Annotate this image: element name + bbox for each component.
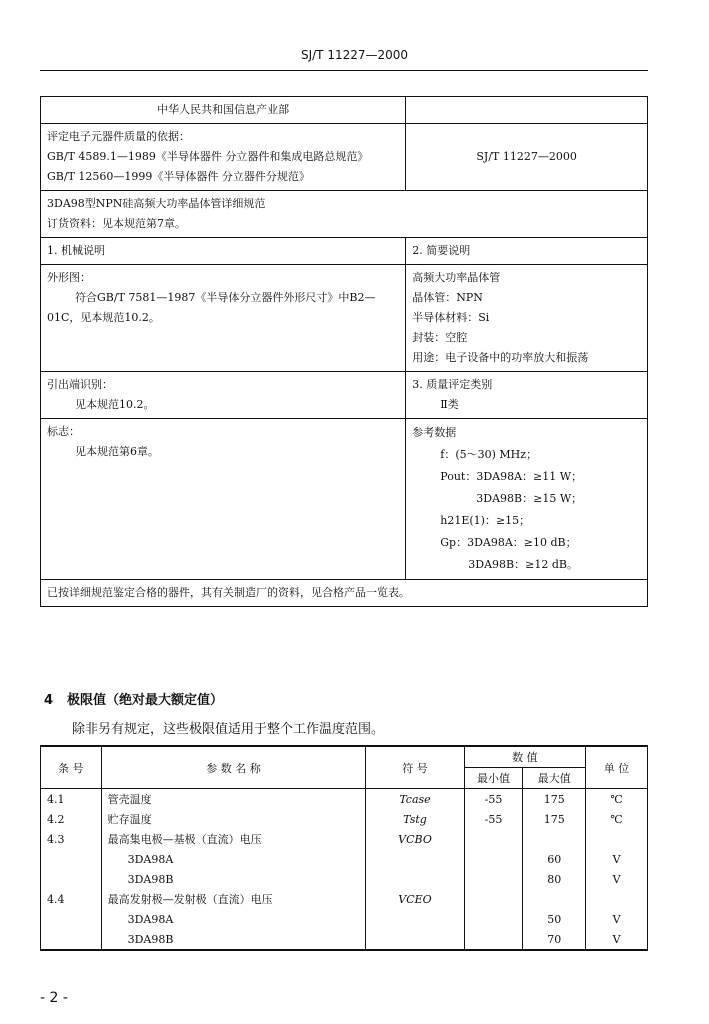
ref-pout-b: 3DA98B：≥15 W； bbox=[476, 492, 583, 505]
row-max bbox=[523, 829, 586, 849]
outline-text: 符合GB/T 7581—1987《半导体分立器件外形尺寸》中B2—01C，见本规范10.2。 bbox=[47, 291, 376, 324]
row-max: 80 bbox=[523, 869, 586, 889]
table-row bbox=[41, 909, 648, 929]
ref-h21: h21E(1)：≥15； bbox=[440, 514, 531, 527]
brief-line-4: 封装：空腔 bbox=[412, 331, 468, 344]
row-max: 175 bbox=[523, 809, 586, 829]
row-min bbox=[464, 929, 523, 950]
title-cell bbox=[41, 191, 648, 238]
row-symbol: VCEO bbox=[366, 889, 464, 909]
brief-line-1: 高频大功率晶体管 bbox=[412, 271, 501, 284]
lead-text: 见本规范10.2。 bbox=[75, 398, 155, 411]
row-param: 3DA98A bbox=[101, 849, 366, 869]
reference-cell bbox=[406, 419, 648, 580]
ministry-name: 中华人民共和国信息产业部 bbox=[157, 103, 290, 116]
basis-title: 评定电子元器件质量的依据： bbox=[47, 130, 190, 143]
brief-line-2: 晶体管：NPN bbox=[412, 291, 483, 304]
row-symbol bbox=[366, 929, 464, 950]
row-symbol bbox=[366, 909, 464, 929]
table-row bbox=[41, 809, 648, 829]
row-item: 4.3 bbox=[41, 829, 102, 849]
row-item bbox=[41, 929, 102, 950]
ref-gp-b: 3DA98B：≥12 dB。 bbox=[468, 558, 578, 571]
spec-summary-table bbox=[40, 96, 648, 607]
row-min bbox=[464, 869, 523, 889]
row-min bbox=[464, 909, 523, 929]
ordering-info: 订货资料：见本规范第7章。 bbox=[47, 217, 186, 230]
footer-note-cell bbox=[41, 580, 648, 607]
section-4-intro: 除非另有规定，这些极限值适用于整个工作温度范围。 bbox=[72, 722, 385, 737]
ref-pout-a: Pout：3DA98A：≥11 W； bbox=[440, 470, 583, 483]
brief-cell bbox=[406, 265, 648, 372]
row-max: 60 bbox=[523, 849, 586, 869]
row-param: 最高发射极—发射极（直流）电压 bbox=[101, 889, 366, 909]
marking-cell bbox=[41, 419, 406, 580]
row-symbol: Tstg bbox=[366, 809, 464, 829]
outline-cell bbox=[41, 265, 406, 372]
quality-cell bbox=[406, 372, 648, 419]
row-param: 3DA98B bbox=[101, 869, 366, 889]
row-max: 70 bbox=[523, 929, 586, 950]
row-unit bbox=[586, 889, 648, 909]
row-item: 4.2 bbox=[41, 809, 102, 829]
row-item bbox=[41, 909, 102, 929]
header-min: 最小值 bbox=[464, 768, 523, 789]
header-unit: 单 位 bbox=[586, 746, 648, 789]
header-item: 条 号 bbox=[41, 746, 102, 789]
row-unit: ℃ bbox=[586, 789, 648, 810]
row-item: 4.1 bbox=[41, 789, 102, 810]
table-row bbox=[41, 929, 648, 950]
row-max: 175 bbox=[523, 789, 586, 810]
header-rule bbox=[40, 70, 648, 71]
header-value: 数 值 bbox=[464, 746, 586, 768]
row-param: 管壳温度 bbox=[101, 789, 366, 810]
header-param: 参 数 名 称 bbox=[101, 746, 366, 789]
row-min bbox=[464, 829, 523, 849]
doc-number: SJ/T 11227—2000 bbox=[476, 150, 577, 163]
row-min: -55 bbox=[464, 809, 523, 829]
row-param: 3DA98B bbox=[101, 929, 366, 950]
footer-note: 已按详细规范鉴定合格的器件，其有关制造厂的资料，见合格产品一览表。 bbox=[47, 586, 410, 599]
table-row bbox=[41, 889, 648, 909]
ref-frequency: f：(5～30) MHz； bbox=[440, 448, 538, 461]
row-param: 贮存温度 bbox=[101, 809, 366, 829]
row-unit: ℃ bbox=[586, 809, 648, 829]
row-min bbox=[464, 889, 523, 909]
header-max: 最大值 bbox=[523, 768, 586, 789]
ministry-cell bbox=[41, 97, 406, 124]
row-symbol: Tcase bbox=[366, 789, 464, 810]
page-header: SJ/T 11227—2000 bbox=[300, 48, 409, 62]
row-symbol bbox=[366, 869, 464, 889]
row-param: 3DA98A bbox=[101, 909, 366, 929]
limits-table bbox=[40, 745, 648, 951]
row-unit bbox=[586, 829, 648, 849]
row-max: 50 bbox=[523, 909, 586, 929]
header-symbol: 符 号 bbox=[366, 746, 464, 789]
marking-text: 见本规范第6章。 bbox=[75, 445, 159, 458]
row-item bbox=[41, 849, 102, 869]
lead-cell bbox=[41, 372, 406, 419]
row-max bbox=[523, 889, 586, 909]
row-param: 最高集电极—基极（直流）电压 bbox=[101, 829, 366, 849]
spec-title: 3DA98型NPN硅高频大功率晶体管详细规范 bbox=[47, 197, 266, 210]
table-row bbox=[41, 869, 648, 889]
row-min bbox=[464, 849, 523, 869]
section-number: 4 bbox=[44, 693, 54, 708]
empty-cell bbox=[406, 97, 648, 124]
row-unit: V bbox=[586, 929, 648, 950]
row-unit: V bbox=[586, 849, 648, 869]
table-row bbox=[41, 849, 648, 869]
doc-number-cell bbox=[406, 124, 648, 191]
row-unit: V bbox=[586, 909, 648, 929]
table-row bbox=[41, 789, 648, 810]
brief-heading: 2. 简要说明 bbox=[412, 244, 471, 257]
brief-line-5: 用途：电子设备中的功率放大和振荡 bbox=[412, 351, 589, 364]
outline-label: 外形图： bbox=[47, 271, 91, 284]
brief-line-3: 半导体材料：Si bbox=[412, 311, 490, 324]
row-item: 4.4 bbox=[41, 889, 102, 909]
brief-heading-cell bbox=[406, 238, 648, 265]
row-item bbox=[41, 869, 102, 889]
basis-gb12560: GB/T 12560—1999《半导体器件 分立器件分规范》 bbox=[47, 170, 310, 183]
section-title: 极限值（绝对最大额定值） bbox=[67, 693, 224, 708]
mechanical-heading: 1. 机械说明 bbox=[47, 244, 105, 257]
marking-label: 标志： bbox=[47, 425, 80, 438]
table-row bbox=[41, 829, 648, 849]
row-symbol: VCBO bbox=[366, 829, 464, 849]
mechanical-heading-cell bbox=[41, 238, 406, 265]
quality-value: Ⅱ类 bbox=[440, 398, 459, 411]
lead-label: 引出端识别： bbox=[47, 378, 113, 391]
page-number: - 2 - bbox=[40, 990, 68, 1006]
ref-gp-a: Gp：3DA98A：≥10 dB； bbox=[440, 536, 577, 549]
basis-gb4589: GB/T 4589.1—1989《半导体器件 分立器件和集成电路总规范》 bbox=[47, 150, 369, 163]
quality-heading: 3. 质量评定类别 bbox=[412, 378, 493, 391]
row-symbol bbox=[366, 849, 464, 869]
row-min: -55 bbox=[464, 789, 523, 810]
basis-cell bbox=[41, 124, 406, 191]
row-unit: V bbox=[586, 869, 648, 889]
section-4-heading bbox=[44, 689, 237, 708]
reference-heading: 参考数据 bbox=[412, 426, 457, 439]
